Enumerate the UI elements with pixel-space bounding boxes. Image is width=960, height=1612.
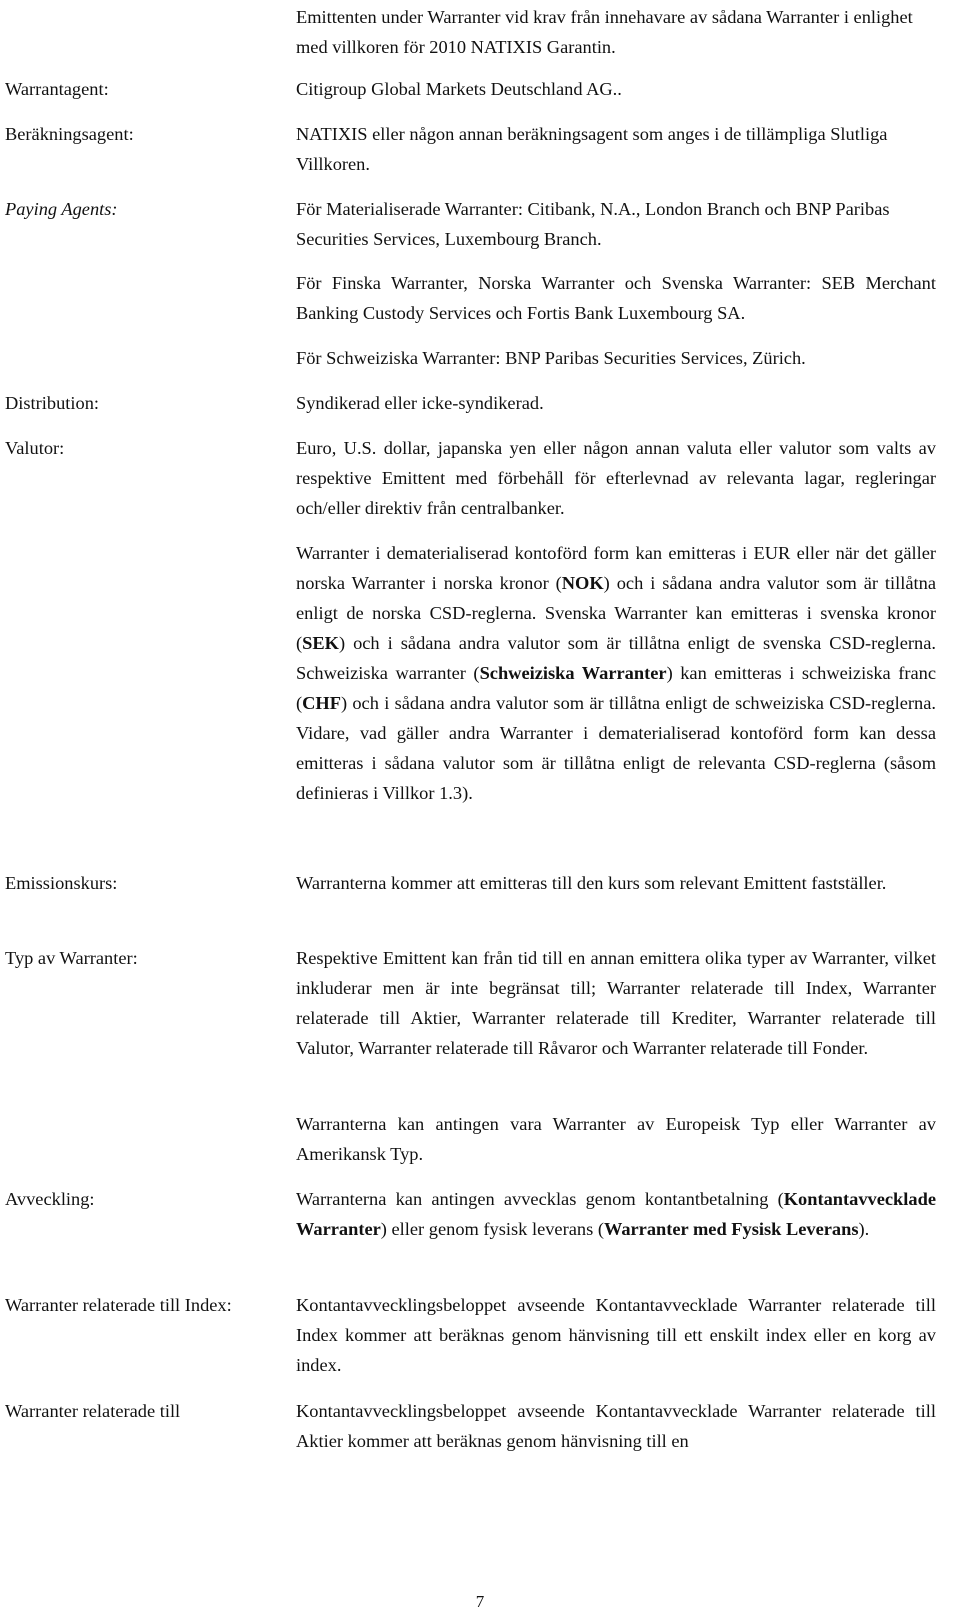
term-value: Kontantavvecklingsbeloppet avseende Kontantavvecklade Warranter relaterade till Index kommer att beräknas genom hänvisning till ett enskilt index eller en korg av index.: [296, 1295, 936, 1375]
term-label: Warranter relaterade till: [5, 1401, 181, 1421]
term-value: Syndikerad eller icke-syndikerad.: [296, 393, 544, 413]
term-value: Euro, U.S. dollar, japanska yen eller någon annan valuta eller valutor som valts av respektive Emittent med förbehåll för efterlevnad av relevanta lagar, regleringar och/eller direktiv från centralbanker.: [296, 438, 936, 518]
term-value: Respektive Emittent kan från tid till en annan emittera olika typer av Warranter, vilket inkluderar men är inte begränsat till; Warranter relaterade till Index, Warranter relaterade till Aktier, Warranter relaterade till Krediter, Warranter relaterade till Valutor, Warranter relaterade till Råvaror och Warranter relaterade till Fonder.: [296, 948, 936, 1058]
term-label: Distribution:: [5, 393, 100, 413]
term-value: Warranterna kommer att emitteras till den kurs som relevant Emittent fastställer.: [296, 873, 887, 893]
term-label: Emissionskurs:: [5, 873, 118, 893]
term-value: Warranterna kan antingen avvecklas genom kontantbetalning (Kontantavvecklade Warranter) eller genom fysisk leverans (Warranter med Fysisk Leverans).: [296, 1189, 936, 1239]
term-label: Beräkningsagent:: [5, 124, 134, 144]
term-value: För Materialiserade Warranter: Citibank, N.A., London Branch och BNP Paribas Securities Services, Luxembourg Branch.: [296, 199, 890, 249]
term-label: Warranter relaterade till Index:: [5, 1295, 232, 1315]
term-value: Emittenten under Warranter vid krav från innehavare av sådana Warranter i enlighet med villkoren för 2010 NATIXIS Garantin.: [296, 7, 913, 57]
term-label: Warrantagent:: [5, 79, 109, 99]
term-value: NATIXIS eller någon annan beräkningsagent som anges i de tillämpliga Slutliga Villkoren.: [296, 124, 888, 174]
term-label: Valutor:: [5, 438, 65, 458]
term-value: Kontantavvecklingsbeloppet avseende Kontantavvecklade Warranter relaterade till Aktier kommer att beräknas genom hänvisning till en: [296, 1401, 936, 1451]
term-value: För Schweiziska Warranter: BNP Paribas Securities Services, Zürich.: [296, 348, 806, 368]
page-number: 7: [475, 1592, 485, 1611]
term-label: Paying Agents:: [5, 199, 118, 219]
term-value: Warranter i dematerialiserad kontoförd form kan emitteras i EUR eller när det gäller norska Warranter i norska kronor (NOK) och i sådana andra valutor som är tillåtna enligt de norska CSD-reglerna. Svenska Warranter kan emitteras i svenska kronor (SEK) och i sådana andra valutor som är tillåtna enligt de svenska CSD-reglerna. Schweiziska warranter (Schweiziska Warranter) kan emitteras i schweiziska franc (CHF) och i sådana andra valutor som är tillåtna enligt de schweiziska CSD-reglerna. Vidare, vad gäller andra Warranter i dematerialiserad kontoförd form kan dessa emitteras i sådana valutor som är tillåtna enligt de relevanta CSD-reglerna (såsom definieras i Villkor 1.3).: [296, 543, 937, 803]
term-value: För Finska Warranter, Norska Warranter och Svenska Warranter: SEB Merchant Banking Custody Services och Fortis Bank Luxembourg SA.: [296, 273, 936, 323]
term-value: Citigroup Global Markets Deutschland AG..: [296, 79, 622, 99]
term-value: Warranterna kan antingen vara Warranter av Europeisk Typ eller Warranter av Amerikansk Typ.: [296, 1114, 936, 1164]
term-label: Avveckling:: [5, 1189, 95, 1209]
term-label: Typ av Warranter:: [5, 948, 138, 968]
